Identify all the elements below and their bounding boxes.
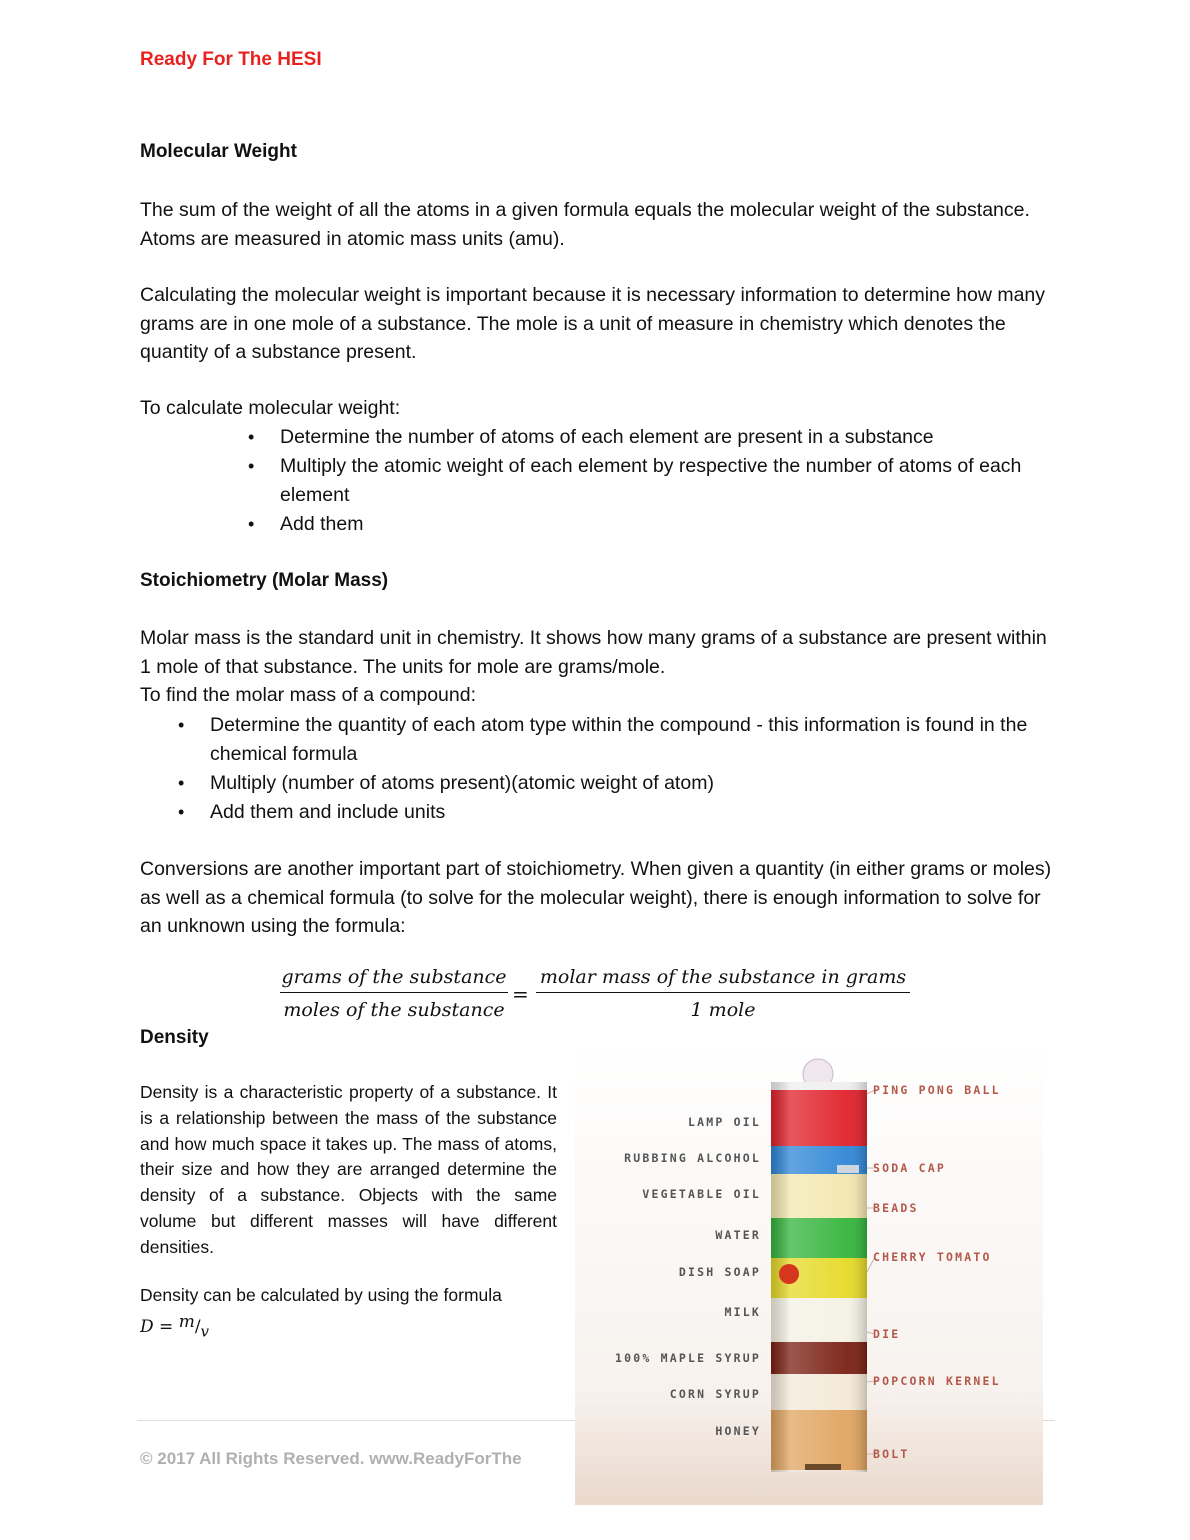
bolt-shape <box>805 1464 841 1470</box>
density-formula-intro: Density can be calculated by using the formula <box>140 1285 502 1305</box>
density-paragraph: Density is a characteristic property of a substance. It is a relationship between the mass of the substance and how much space it takes up. The mass of atoms, their size and how they are arranged determine the density of a substance. Objects with the same volume but different masses will have different densities. <box>140 1082 557 1257</box>
section-heading-molecular-weight: Molecular Weight <box>140 141 297 162</box>
label-dish-soap: DISH SOAP <box>678 1265 761 1279</box>
stoichiometry-intro: To find the molar mass of a compound: <box>140 684 477 706</box>
right-fraction <box>536 966 910 1021</box>
right-numerator: molar mass of the substance in grams <box>536 966 910 993</box>
molecular-weight-paragraph-1: The sum of the weight of all the atoms in a given formula equals the molecular weight of the substance. Atoms are measured in atomic mass units (amu). <box>140 199 1030 250</box>
label-ping-pong-ball: PING PONG BALL <box>873 1083 1001 1097</box>
stoichiometry-paragraph-2: Conversions are another important part of stoichiometry. When given a quantity (in either grams or moles) as well as a chemical formula (to solve for the molecular weight), there is enough information to solve for an unknown using the formula: <box>140 858 1052 937</box>
molecular-weight-paragraph-2: Calculating the molecular weight is important because it is necessary information to determine how many grams are in one mole of a substance. The mole is a unit of measure in chemistry which denotes the quantity of a substance present. <box>140 284 1046 363</box>
label-beads: BEADS <box>873 1201 919 1215</box>
list-item: • Determine the number of atoms of each element are present in a substance <box>280 423 1060 452</box>
density-mass: m <box>178 1312 195 1332</box>
cherry-tomato-shape <box>779 1264 799 1284</box>
section-heading-density: Density <box>140 1027 209 1048</box>
equals-sign: = <box>512 982 529 1006</box>
right-denominator: 1 mole <box>690 999 756 1021</box>
label-water: WATER <box>715 1228 761 1242</box>
section-heading-stoichiometry: Stoichiometry (Molar Mass) <box>140 570 389 591</box>
list-item: • Multiply (number of atoms present)(atomic weight of atom) <box>210 769 1060 798</box>
soda-cap-shape <box>837 1165 859 1173</box>
stoichiometry-steps <box>210 711 1060 827</box>
label-rubbing-alcohol: RUBBING ALCOHOL <box>624 1151 761 1165</box>
label-vegetable-oil: VEGETABLE OIL <box>642 1187 761 1201</box>
density-column-image <box>575 1040 1043 1505</box>
label-popcorn-kernel: POPCORN KERNEL <box>873 1374 1001 1388</box>
list-item: • Add them <box>280 510 1060 539</box>
brand-header: Ready For The HESI <box>140 49 322 70</box>
list-item: • Determine the quantity of each atom type within the compound - this information is found in the chemical formula <box>210 711 1060 769</box>
footer-copyright: © 2017 All Rights Reserved. www.ReadyForThe <box>140 1449 522 1468</box>
left-fraction <box>280 966 508 1021</box>
label-milk: MILK <box>724 1305 761 1319</box>
label-maple-syrup: 100% MAPLE SYRUP <box>615 1351 761 1365</box>
molecular-weight-intro: To calculate molecular weight: <box>140 397 401 419</box>
stoichiometry-paragraph-1: Molar mass is the standard unit in chemistry. It shows how many grams of a substance are present within 1 mole of that substance. The units for mole are grams/mole. <box>140 627 1047 678</box>
density-lhs: D = <box>140 1317 179 1337</box>
label-lamp-oil: LAMP OIL <box>688 1115 761 1129</box>
list-item: • Add them and include units <box>210 798 1060 827</box>
list-item: • Multiply the atomic weight of each element by respective the number of atoms of each element <box>280 452 1060 510</box>
label-cherry-tomato: CHERRY TOMATO <box>873 1250 992 1264</box>
density-volume: v <box>200 1322 210 1341</box>
label-honey: HONEY <box>715 1424 761 1438</box>
label-die: DIE <box>873 1327 901 1341</box>
left-denominator: moles of the substance <box>283 999 505 1021</box>
molar-conversion-formula <box>280 966 920 1026</box>
label-soda-cap: SODA CAP <box>873 1161 946 1175</box>
molecular-weight-steps <box>280 423 1060 539</box>
label-bolt: BOLT <box>873 1447 910 1461</box>
left-numerator: grams of the substance <box>280 966 508 993</box>
density-formula: $D = ^m/_v$ <box>140 1312 210 1341</box>
label-corn-syrup: CORN SYRUP <box>669 1387 761 1401</box>
